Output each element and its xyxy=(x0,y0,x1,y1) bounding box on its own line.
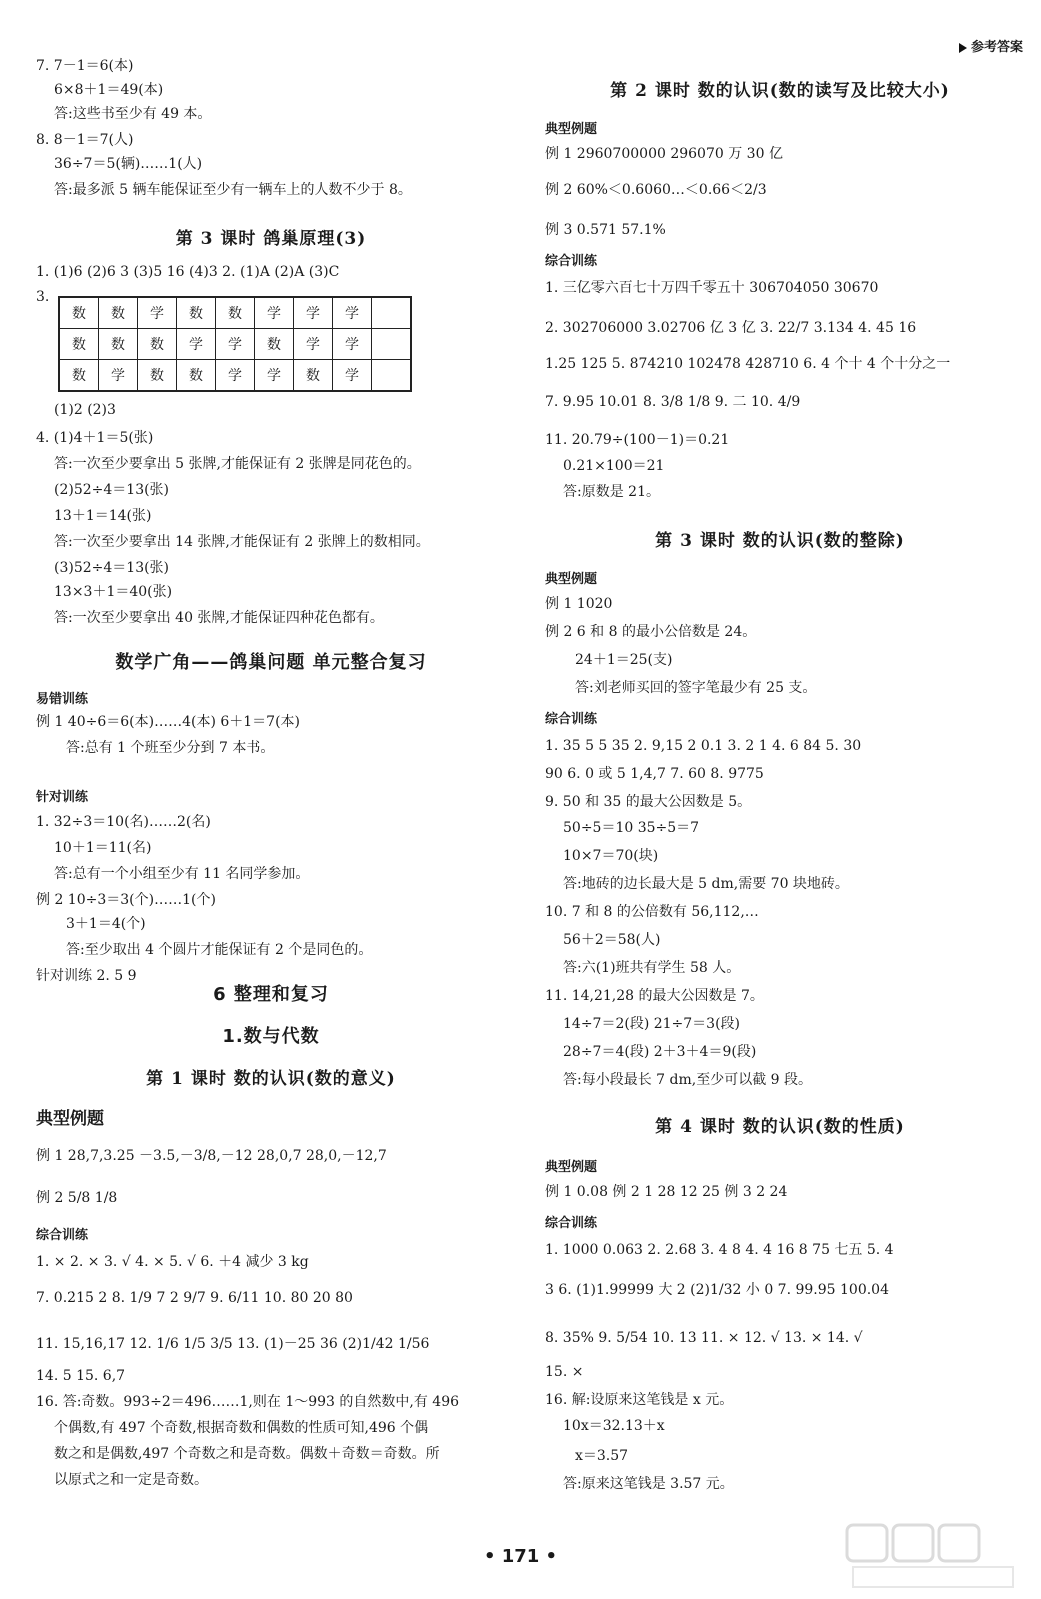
chapter-title: 6 整理和复习 xyxy=(213,984,329,1005)
grid-cell xyxy=(372,329,412,360)
grid-cell: 学 xyxy=(255,297,294,329)
answer-line: 答:一次至少要拿出 40 张牌,才能保证四种花色都有。 xyxy=(54,610,384,626)
answer-line: 答:一次至少要拿出 5 张牌,才能保证有 2 张牌是同花色的。 xyxy=(54,456,421,472)
triangle-icon xyxy=(959,43,967,53)
answer-line: 16. 答:奇数。993÷2＝496……1,则在 1～993 的自然数中,有 496 xyxy=(36,1394,460,1410)
answer-line: (2)52÷4＝13(张) xyxy=(54,482,170,498)
lesson-title: 第 1 课时 数的认识(数的意义) xyxy=(146,1069,396,1089)
grid-cell: 学 xyxy=(333,360,372,392)
page-number: • 171 • xyxy=(483,1546,558,1567)
grid-cell: 学 xyxy=(216,329,255,360)
answer-line: 个偶数,有 497 个奇数,根据奇数和偶数的性质可知,496 个偶 xyxy=(54,1420,429,1436)
grid-cell xyxy=(372,360,412,392)
answer-line: 14. 5 15. 6,7 xyxy=(36,1368,126,1384)
unit-review-title: 数学广角——鸽巢问题 单元整合复习 xyxy=(115,652,427,673)
section-label: 典型例题 xyxy=(545,572,598,587)
answer-line: 11. 14,21,28 的最大公因数是 7。 xyxy=(545,988,764,1004)
grid-cell: 数 xyxy=(177,297,216,329)
grid-cell: 数 xyxy=(99,297,138,329)
answer-line: 例 2 6 和 8 的最小公倍数是 24。 xyxy=(545,624,757,640)
answer-line: 答:刘老师买回的签字笔最少有 25 支。 xyxy=(575,680,817,696)
grid-row xyxy=(59,297,411,329)
answer-line: 答:原数是 21。 xyxy=(563,484,660,500)
answer-line: 例 1 2960700000 296070 万 30 亿 xyxy=(545,146,783,162)
grid-cell: 学 xyxy=(333,297,372,329)
answer-line: 答:每小段最长 7 dm,至少可以截 9 段。 xyxy=(563,1072,813,1088)
answer-line: 15. × xyxy=(545,1364,584,1380)
answer-line: 8. 35% 9. 5/54 10. 13 11. × 12. √ 13. × 14. √ xyxy=(545,1330,863,1346)
grid-cell: 数 xyxy=(59,329,99,360)
answer-line: 13＋1＝14(张) xyxy=(54,508,152,524)
answer-line: 1. (1)6 (2)6 3 (3)5 16 (4)3 2. (1)A (2)A (3)C xyxy=(36,264,340,280)
grid-cell: 学 xyxy=(216,360,255,392)
section-label: 典型例题 xyxy=(36,1109,104,1129)
answer-line: 1.25 125 5. 874210 102478 428710 6. 4 个十 4 个十分之一 xyxy=(545,356,951,372)
answer-line: 例 1 40÷6＝6(本)……4(本) 6＋1＝7(本) xyxy=(36,714,301,730)
answer-line: 16. 解:设原来这笔钱是 x 元。 xyxy=(545,1392,734,1408)
lesson-title: 第 2 课时 数的认识(数的读写及比较大小) xyxy=(610,81,950,101)
answer-line: 14÷7＝2(段) 21÷7＝3(段) xyxy=(563,1016,741,1032)
answer-line: 答:一次至少要拿出 14 张牌,才能保证有 2 张牌上的数相同。 xyxy=(54,534,430,550)
answer-line: x＝3.57 xyxy=(575,1448,629,1464)
answer-line: 7. 0.2̇15̇ 2 8. 1/9 7 2 9/7 9. 6/11 10. 80 20 80 xyxy=(36,1290,353,1306)
section-label: 综合训练 xyxy=(36,1228,89,1243)
grid-cell: 数 xyxy=(177,360,216,392)
section-header-tag xyxy=(959,36,1023,55)
answer-line: 数之和是偶数,497 个奇数之和是奇数。偶数＋奇数＝奇数。所 xyxy=(54,1446,440,1462)
answer-line: (3)52÷4＝13(张) xyxy=(54,560,170,576)
grid-cell: 学 xyxy=(99,360,138,392)
chapter-subtitle: 1.数与代数 xyxy=(222,1026,320,1047)
grid-row xyxy=(59,360,411,392)
answer-line: 28÷7＝4(段) 2＋3＋4＝9(段) xyxy=(563,1044,757,1060)
answer-line: 7. 7－1＝6(本) xyxy=(36,58,134,74)
grid-cell: 学 xyxy=(177,329,216,360)
answer-line: 11. 20.79÷(100－1)＝0.21 xyxy=(545,432,730,448)
answer-grid xyxy=(58,296,412,392)
answer-line: 例 3 0.571 57.1% xyxy=(545,222,666,238)
answer-line: 1. 32÷3＝10(名)……2(名) xyxy=(36,814,211,830)
answer-line: 例 1 28,7,3.25 －3.5,－3/8,－12 28,0,7 28,0,－12,7 xyxy=(36,1148,387,1164)
header-tag-label: 参考答案 xyxy=(970,40,1023,55)
answer-line: 答:至少取出 4 个圆片才能保证有 2 个是同色的。 xyxy=(66,942,373,958)
grid-cell xyxy=(372,297,412,329)
section-label: 综合训练 xyxy=(545,712,598,727)
answer-line: 90 6. 0 或 5 1,4,7 7. 60 8. 9775 xyxy=(545,766,764,782)
answer-line: 13×3＋1＝40(张) xyxy=(54,584,173,600)
answer-line: 11. 15,16,17 12. 1/6 1/5 3/5 13. (1)－25 36 (2)1/42 1/56 xyxy=(36,1336,430,1352)
answer-line: 针对训练 2. 5 9 xyxy=(36,968,137,984)
answer-line: 3＋1＝4(个) xyxy=(66,916,146,932)
answer-line: 2. 302706000 3.02706 亿 3 亿 3. 22/7 3.134 4. 45 16 xyxy=(545,320,917,336)
answer-line: 答:六(1)班共有学生 58 人。 xyxy=(563,960,741,976)
answer-line: 3 6. (1)1.99999 大 2 (2)1/32 小 0 7. 99.95 100.04 xyxy=(545,1282,889,1298)
grid-cell: 数 xyxy=(216,297,255,329)
lesson-title: 第 3 课时 数的认识(数的整除) xyxy=(655,531,905,551)
grid-cell: 数 xyxy=(255,329,294,360)
answer-line: 50÷5＝10 35÷5＝7 xyxy=(563,820,700,836)
answer-line: 3. xyxy=(36,289,50,305)
grid-cell: 学 xyxy=(294,329,333,360)
answer-line: 以原式之和一定是奇数。 xyxy=(54,1472,208,1488)
answer-line: 例 2 60%＜0.6060…＜0.66＜2/3 xyxy=(545,182,767,198)
answer-line: 答:原来这笔钱是 3.57 元。 xyxy=(563,1476,734,1492)
grid-cell: 数 xyxy=(59,297,99,329)
answer-line: 10×7＝70(块) xyxy=(563,848,659,864)
grid-row xyxy=(59,329,411,360)
grid-cell: 数 xyxy=(59,360,99,392)
answer-line: 例 1 1020 xyxy=(545,596,613,612)
answer-line: 1. × 2. × 3. √ 4. × 5. √ 6. ＋4 减少 3 kg xyxy=(36,1254,309,1270)
section-label: 典型例题 xyxy=(545,122,598,137)
answer-line: 答:总有一个小组至少有 11 名同学参加。 xyxy=(54,866,310,882)
section-label: 易错训练 xyxy=(36,692,89,707)
grid-cell: 学 xyxy=(294,297,333,329)
grid-cell: 学 xyxy=(255,360,294,392)
answer-line: 1. 1000 0.063 2. 2.68 3. 4 8 4. 4 16 8 75 七五 5. 4 xyxy=(545,1242,894,1258)
answer-line: 答:最多派 5 辆车能保证至少有一辆车上的人数不少于 8。 xyxy=(54,182,412,198)
answer-line: 1. 三亿零六百七十万四千零五十 306704050 30670 xyxy=(545,280,879,296)
answer-line: 例 2 5/8 1/8 xyxy=(36,1190,118,1206)
grid-cell: 数 xyxy=(138,360,177,392)
answer-line: 1. 35 5 5 35 2. 9,15 2 0.1 3. 2 1 4. 6 84 5. 30 xyxy=(545,738,862,754)
answer-line: 答:总有 1 个班至少分到 7 本书。 xyxy=(66,740,275,756)
lesson-title: 第 3 课时 鸽巢原理(3) xyxy=(175,229,367,249)
section-label: 综合训练 xyxy=(545,254,598,269)
section-label: 针对训练 xyxy=(36,790,89,805)
answer-line: 例 1 0.08 例 2 1 28 12 25 例 3 2 24 xyxy=(545,1184,788,1200)
answer-line: 24＋1＝25(支) xyxy=(575,652,673,668)
answer-line: 答:地砖的边长最大是 5 dm,需要 70 块地砖。 xyxy=(563,876,849,892)
answer-line: 9. 50 和 35 的最大公因数是 5。 xyxy=(545,794,752,810)
watermark-logo xyxy=(845,1521,1025,1591)
answer-line: 例 2 10÷3＝3(个)……1(个) xyxy=(36,892,216,908)
lesson-title: 第 4 课时 数的认识(数的性质) xyxy=(655,1117,905,1137)
section-label: 典型例题 xyxy=(545,1160,598,1175)
answer-line: 10. 7 和 8 的公倍数有 56,112,… xyxy=(545,904,759,920)
grid-cell: 数 xyxy=(99,329,138,360)
answer-line: 36÷7＝5(辆)……1(人) xyxy=(54,156,203,172)
answer-line: 4. (1)4＋1＝5(张) xyxy=(36,430,154,446)
section-label: 综合训练 xyxy=(545,1216,598,1231)
answer-line: 答:这些书至少有 49 本。 xyxy=(54,106,212,122)
answer-line: 10x＝32.13＋x xyxy=(563,1418,665,1434)
grid-cell: 学 xyxy=(333,329,372,360)
answer-line: 6×8＋1＝49(本) xyxy=(54,82,164,98)
grid-cell: 数 xyxy=(138,329,177,360)
answer-line: 7. 9.95 10.01 8. 3/8 1/8 9. 二 10. 4/9 xyxy=(545,394,801,410)
answer-line: 0.21×100＝21 xyxy=(563,458,665,474)
answer-line: 10＋1＝11(名) xyxy=(54,840,152,856)
answer-line: (1)2 (2)3 xyxy=(54,402,116,418)
grid-cell: 学 xyxy=(138,297,177,329)
answer-line: 56＋2＝58(人) xyxy=(563,932,661,948)
grid-cell: 数 xyxy=(294,360,333,392)
answer-line: 8. 8－1＝7(人) xyxy=(36,132,134,148)
